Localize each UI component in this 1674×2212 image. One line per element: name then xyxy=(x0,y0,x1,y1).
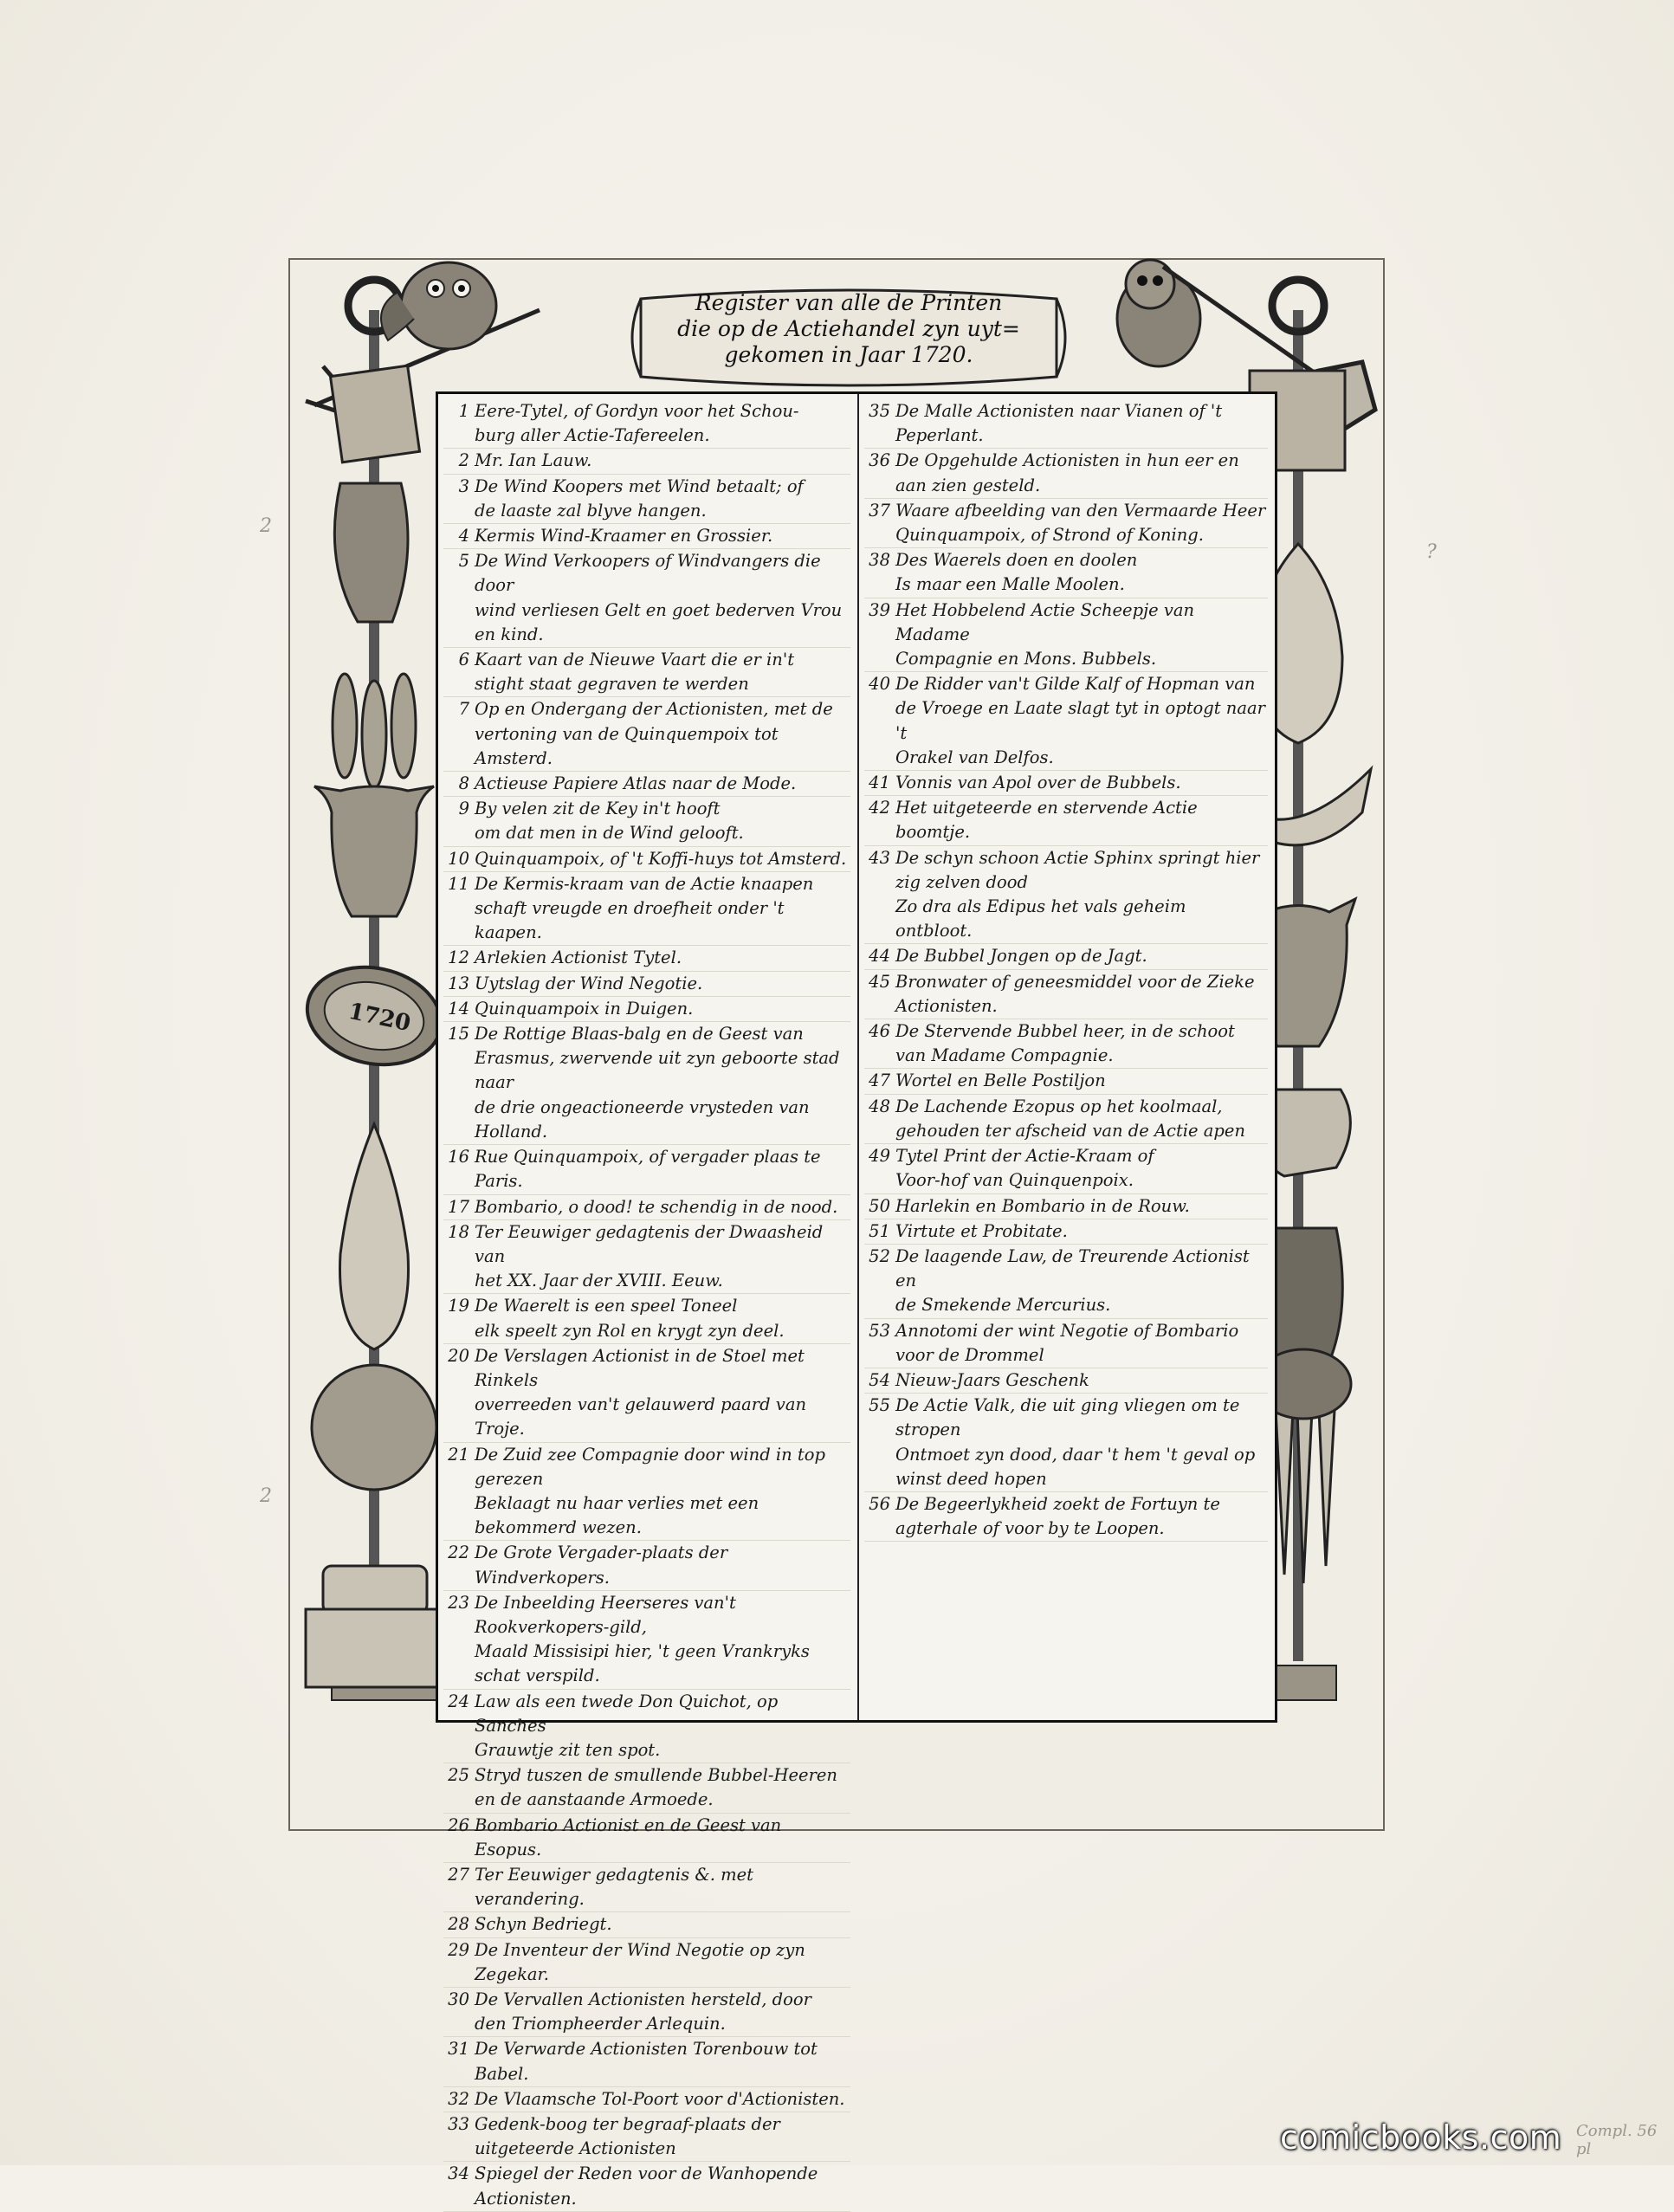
watermark: comicbooks.com xyxy=(1280,2118,1562,2157)
register-entry xyxy=(864,672,1268,771)
register-entry xyxy=(443,449,850,474)
entry-title: By velen zit de Key in't hooft om dat men in de Wind gelooft. xyxy=(475,799,744,844)
entry-number: 33 xyxy=(448,2114,469,2135)
register-entry xyxy=(443,1443,850,1542)
register-entry xyxy=(864,1245,1268,1319)
register-entry xyxy=(443,1195,850,1220)
entry-title: Het Hobbelend Actie Scheepje van Madame Compagnie en Mons. Bubbels. xyxy=(895,599,1195,669)
entry-title: De Zuid zee Compagnie door wind in top gerezen Beklaagt nu haar verlies met een bekommerd wezen. xyxy=(475,1444,825,1538)
entry-title: Stryd tuszen de smullende Bubbel-Heeren en de aanstaande Armoede. xyxy=(475,1765,837,1810)
entry-number: 23 xyxy=(448,1592,469,1613)
entry-number: 8 xyxy=(458,773,469,794)
entry-title: De Opgehulde Actionisten in hun eer en aan zien gesteld. xyxy=(895,450,1239,495)
entry-number: 39 xyxy=(869,599,890,620)
entry-title: De Verslagen Actionist in de Stoel met Rinkels overreeden van't gelauwerd paard van Troje. xyxy=(475,1345,807,1439)
register-entry xyxy=(443,524,850,549)
entry-number: 24 xyxy=(448,1691,469,1711)
entry-number: 10 xyxy=(448,848,469,869)
entry-title: De Stervende Bubbel heer, in de schoot van Madame Compagnie. xyxy=(895,1021,1235,1066)
register-entry xyxy=(443,946,850,971)
entry-number: 49 xyxy=(869,1146,890,1167)
register-entry xyxy=(864,944,1268,969)
left-pear-gourd xyxy=(339,1124,408,1349)
register-entry xyxy=(443,475,850,524)
entry-number: 29 xyxy=(448,1939,469,1960)
entry-number: 35 xyxy=(869,401,890,421)
register-entry xyxy=(864,1069,1268,1094)
entry-title: Ter Eeuwiger gedagtenis &. met verandering. xyxy=(475,1864,753,1910)
entry-number: 34 xyxy=(448,2163,469,2184)
entry-title: Eere-Tytel, of Gordyn voor het Schou- burg aller Actie-Tafereelen. xyxy=(475,401,799,446)
medallion-year: 1720 xyxy=(346,998,413,1038)
entry-number: 48 xyxy=(869,1096,890,1116)
entry-number: 43 xyxy=(869,847,890,868)
entry-number: 28 xyxy=(448,1914,469,1935)
monkey xyxy=(1117,260,1200,366)
register-entry xyxy=(443,1022,850,1145)
entry-number: 32 xyxy=(448,2088,469,2109)
register-entry xyxy=(443,1988,850,2037)
entry-number: 37 xyxy=(869,500,890,521)
entry-title: De Actie Valk, die uit ging vliegen om te stropen Ontmoet zyn dood, daar 't hem 't geval op winst deed hopen xyxy=(895,1395,1256,1489)
entry-title: Bronwater of geneesmiddel voor de Zieke Actionisten. xyxy=(895,971,1255,1016)
entry-title: Actieuse Papiere Atlas naar de Mode. xyxy=(475,773,797,794)
entry-title: De Malle Actionisten naar Vianen of 't Peperlant. xyxy=(895,401,1223,446)
register-entry xyxy=(443,1814,850,1863)
register-entry xyxy=(443,2037,850,2086)
entry-number: 44 xyxy=(869,946,890,967)
margin-mark-left-bottom: 2 xyxy=(260,1485,272,1507)
entry-number: 30 xyxy=(448,1989,469,2009)
register-entry xyxy=(443,772,850,797)
register-entry xyxy=(443,1294,850,1343)
entry-title: Harlekin en Bombario in de Rouw. xyxy=(895,1195,1190,1216)
entry-number: 45 xyxy=(869,971,890,992)
entry-title: De Waerelt is een speel Toneel elk speelt zyn Rol en krygt zyn deel. xyxy=(475,1296,785,1341)
fish-bundle xyxy=(333,674,416,788)
entry-title: De Grote Vergader-plaats der Windverkopers. xyxy=(475,1543,728,1588)
entry-title: Bombario Actionist en de Geest van Esopus. xyxy=(475,1814,782,1860)
register-entry xyxy=(443,1912,850,1937)
entry-number: 12 xyxy=(448,948,469,968)
title-line-3: gekomen in Jaar 1720. xyxy=(724,342,973,367)
entry-number: 36 xyxy=(869,450,890,471)
entry-title: Kaart van de Nieuwe Vaart die er in't stight staat gegraven te werden xyxy=(475,650,795,695)
register-entry xyxy=(443,872,850,947)
entry-title: Nieuw-Jaars Geschenk xyxy=(895,1369,1089,1390)
entry-number: 1 xyxy=(458,401,469,421)
entry-title: Law als een twede Don Quichot, op Sanches Grauwtje zit ten spot. xyxy=(475,1691,779,1760)
collector-annotation: Compl. 56 pl xyxy=(1576,2122,1658,2158)
entry-number: 15 xyxy=(448,1024,469,1045)
register-entry xyxy=(864,970,1268,1019)
entry-title: De Bubbel Jongen op de Jagt. xyxy=(895,946,1147,967)
register-entry xyxy=(443,997,850,1022)
entry-number: 4 xyxy=(458,526,469,547)
register-frame xyxy=(436,391,1277,2209)
entry-number: 46 xyxy=(869,1021,890,1042)
register-column-left xyxy=(443,399,850,2212)
register-entry xyxy=(443,697,850,772)
register-entry xyxy=(864,1095,1268,1144)
register-entry xyxy=(443,549,850,648)
cheese-stack xyxy=(306,1566,453,1687)
entry-title: De Inventeur der Wind Negotie op zyn Zegekar. xyxy=(475,1939,805,1984)
entry-number: 53 xyxy=(869,1320,890,1341)
entry-number: 18 xyxy=(448,1221,469,1242)
register-entry xyxy=(864,1194,1268,1219)
entry-title: Bombario, o dood! te schendig in de nood. xyxy=(475,1196,838,1217)
entry-number: 7 xyxy=(458,699,469,720)
margin-mark-left-top: 2 xyxy=(260,515,272,537)
entry-title: Wortel en Belle Postiljon xyxy=(895,1070,1106,1091)
entry-number: 3 xyxy=(458,475,469,496)
register-entry xyxy=(864,1144,1268,1193)
register-entry xyxy=(864,548,1268,598)
entry-number: 13 xyxy=(448,973,469,993)
left-bellows xyxy=(334,483,408,622)
entry-title: Ter Eeuwiger gedagtenis der Dwaasheid van het XX. Jaar der XVIII. Eeuw. xyxy=(475,1221,824,1291)
register-entry xyxy=(864,1319,1268,1368)
entry-number: 52 xyxy=(869,1245,890,1266)
owl xyxy=(381,262,496,349)
register-entry xyxy=(864,1019,1268,1069)
register-entry xyxy=(864,449,1268,498)
entry-title: De Wind Koopers met Wind betaalt; of de laaste zal blyve hangen. xyxy=(475,475,804,521)
left-box xyxy=(330,365,419,462)
cabbage xyxy=(312,1365,436,1490)
entry-title: Het uitgeteerde en stervende Actie boomtje. xyxy=(895,798,1198,843)
entry-number: 42 xyxy=(869,798,890,818)
entry-number: 54 xyxy=(869,1369,890,1390)
entry-title: De schyn schoon Actie Sphinx springt hier zig zelven dood Zo dra als Edipus het vals geheim ontbloot. xyxy=(895,847,1260,941)
register-entry xyxy=(443,399,850,449)
register-entry xyxy=(864,399,1268,449)
entry-number: 27 xyxy=(448,1864,469,1885)
entry-number: 21 xyxy=(448,1444,469,1465)
entry-title: Vonnis van Apol over de Bubbels. xyxy=(895,773,1181,793)
register-entry xyxy=(443,1763,850,1813)
entry-number: 17 xyxy=(448,1196,469,1217)
entry-title: Quinquampoix in Duigen. xyxy=(475,998,694,1019)
register-entry xyxy=(864,771,1268,796)
register-entry xyxy=(443,1591,850,1690)
register-entry xyxy=(864,796,1268,845)
entry-number: 5 xyxy=(458,551,469,572)
register-entry xyxy=(864,1394,1268,1492)
entry-title: Arlekien Actionist Tytel. xyxy=(475,948,682,968)
register-entry xyxy=(443,2162,850,2211)
entry-title: Des Waerels doen en doolen Is maar een Malle Moolen. xyxy=(895,550,1138,595)
entry-number: 26 xyxy=(448,1814,469,1835)
register-entry xyxy=(443,972,850,997)
register-entry xyxy=(443,2112,850,2162)
entry-number: 56 xyxy=(869,1493,890,1514)
entry-number: 20 xyxy=(448,1345,469,1366)
entry-title: Tytel Print der Actie-Kraam of Voor-hof van Quinquenpoix. xyxy=(895,1146,1154,1191)
register-column-right xyxy=(864,399,1268,1542)
register-entry xyxy=(864,846,1268,945)
entry-number: 47 xyxy=(869,1070,890,1091)
entry-title: De Vlaamsche Tol-Poort voor d'Actionisten. xyxy=(475,2088,845,2109)
entry-number: 22 xyxy=(448,1543,469,1563)
register-entry xyxy=(864,1368,1268,1394)
entry-title: Virtute et Probitate. xyxy=(895,1220,1068,1241)
entry-title: Uytslag der Wind Negotie. xyxy=(475,973,703,993)
register-entry xyxy=(443,847,850,872)
margin-mark-right: ? xyxy=(1426,541,1437,563)
entry-title: Op en Ondergang der Actionisten, met de vertoning van de Quinquempoix tot Amsterd. xyxy=(475,699,833,768)
entry-title: De Begeerlykheid zoekt de Fortuyn te agterhale of voor by te Loopen. xyxy=(895,1493,1220,1539)
entry-title: De Wind Verkoopers of Windvangers die door wind verliesen Gelt en goet bederven Vrou en kind. xyxy=(475,551,843,644)
entry-title: Annotomi der wint Negotie of Bombario voor de Drommel xyxy=(895,1320,1239,1365)
register-entry xyxy=(864,1492,1268,1542)
register-entry xyxy=(443,2087,850,2112)
ox-head xyxy=(314,786,434,916)
register-entry xyxy=(864,598,1268,673)
entry-number: 14 xyxy=(448,998,469,1019)
register-entry xyxy=(443,1541,850,1590)
register-entry xyxy=(443,1938,850,1988)
entry-title: De Ridder van't Gilde Kalf of Hopman van de Vroege en Laate slagt tyt in optogt naar 't Orakel van Delfos. xyxy=(895,674,1265,767)
entry-title: De Verwarde Actionisten Torenbouw tot Babel. xyxy=(475,2039,818,2084)
register-entry xyxy=(443,1220,850,1295)
entry-number: 40 xyxy=(869,674,890,695)
column-divider xyxy=(857,394,859,1720)
entry-title: De Inbeelding Heerseres van't Rookverkopers-gild, Maald Missisipi hier, 't geen Vrankryks schat verspild. xyxy=(475,1592,810,1686)
entry-title: Spiegel der Reden voor de Wanhopende Actionisten. xyxy=(475,2163,818,2209)
plate-title xyxy=(658,290,1039,368)
entry-title: De Kermis-kraam van de Actie knaapen schaft vreugde en droefheit onder 't kaapen. xyxy=(475,873,814,943)
entry-title: Quinquampoix, of 't Koffi-huys tot Amsterd. xyxy=(475,848,847,869)
entry-number: 55 xyxy=(869,1395,890,1416)
entry-number: 31 xyxy=(448,2039,469,2060)
entry-number: 25 xyxy=(448,1765,469,1786)
entry-title: De Rottige Blaas-balg en de Geest van Erasmus, zwervende uit zyn geboorte stad naar de drie ongeactioneerde vrysteden van Holland. xyxy=(475,1024,840,1142)
entry-title: Schyn Bedriegt. xyxy=(475,1914,612,1935)
entry-number: 2 xyxy=(458,450,469,471)
register-entry xyxy=(443,1344,850,1443)
entry-number: 9 xyxy=(458,799,469,819)
register-entry xyxy=(443,1690,850,1764)
register-entry xyxy=(864,499,1268,548)
entry-number: 51 xyxy=(869,1220,890,1241)
title-line-1: Register van alle de Printen xyxy=(695,290,1003,315)
register-entry xyxy=(443,1863,850,1912)
entry-number: 11 xyxy=(448,873,469,894)
entry-number: 19 xyxy=(448,1296,469,1316)
entry-number: 38 xyxy=(869,550,890,571)
entry-number: 50 xyxy=(869,1195,890,1216)
register-entry xyxy=(443,648,850,697)
entry-title: De Vervallen Actionisten hersteld, door den Triompheerder Arlequin. xyxy=(475,1989,811,2034)
entry-title: Kermis Wind-Kraamer en Grossier. xyxy=(475,526,773,547)
entry-title: Mr. Ian Lauw. xyxy=(475,450,592,471)
register-entry xyxy=(443,1145,850,1194)
entry-number: 16 xyxy=(448,1147,469,1167)
entry-title: De Lachende Ezopus op het koolmaal, gehouden ter afscheid van de Actie apen xyxy=(895,1096,1245,1141)
entry-title: Gedenk-boog ter begraaf-plaats der uitgeteerde Actionisten xyxy=(475,2114,780,2159)
entry-number: 6 xyxy=(458,650,469,670)
entry-title: Waare afbeelding van den Vermaarde Heer Quinquampoix, of Strond of Koning. xyxy=(895,500,1266,546)
title-line-2: die op de Actiehandel zyn uyt= xyxy=(677,316,1020,341)
entry-number: 41 xyxy=(869,773,890,793)
register-entry xyxy=(443,797,850,846)
entry-title: De laagende Law, de Treurende Actionist en de Smekende Mercurius. xyxy=(895,1245,1250,1316)
entry-title: Rue Quinquampoix, of vergader plaas te Paris. xyxy=(475,1147,821,1192)
register-entry xyxy=(864,1219,1268,1245)
